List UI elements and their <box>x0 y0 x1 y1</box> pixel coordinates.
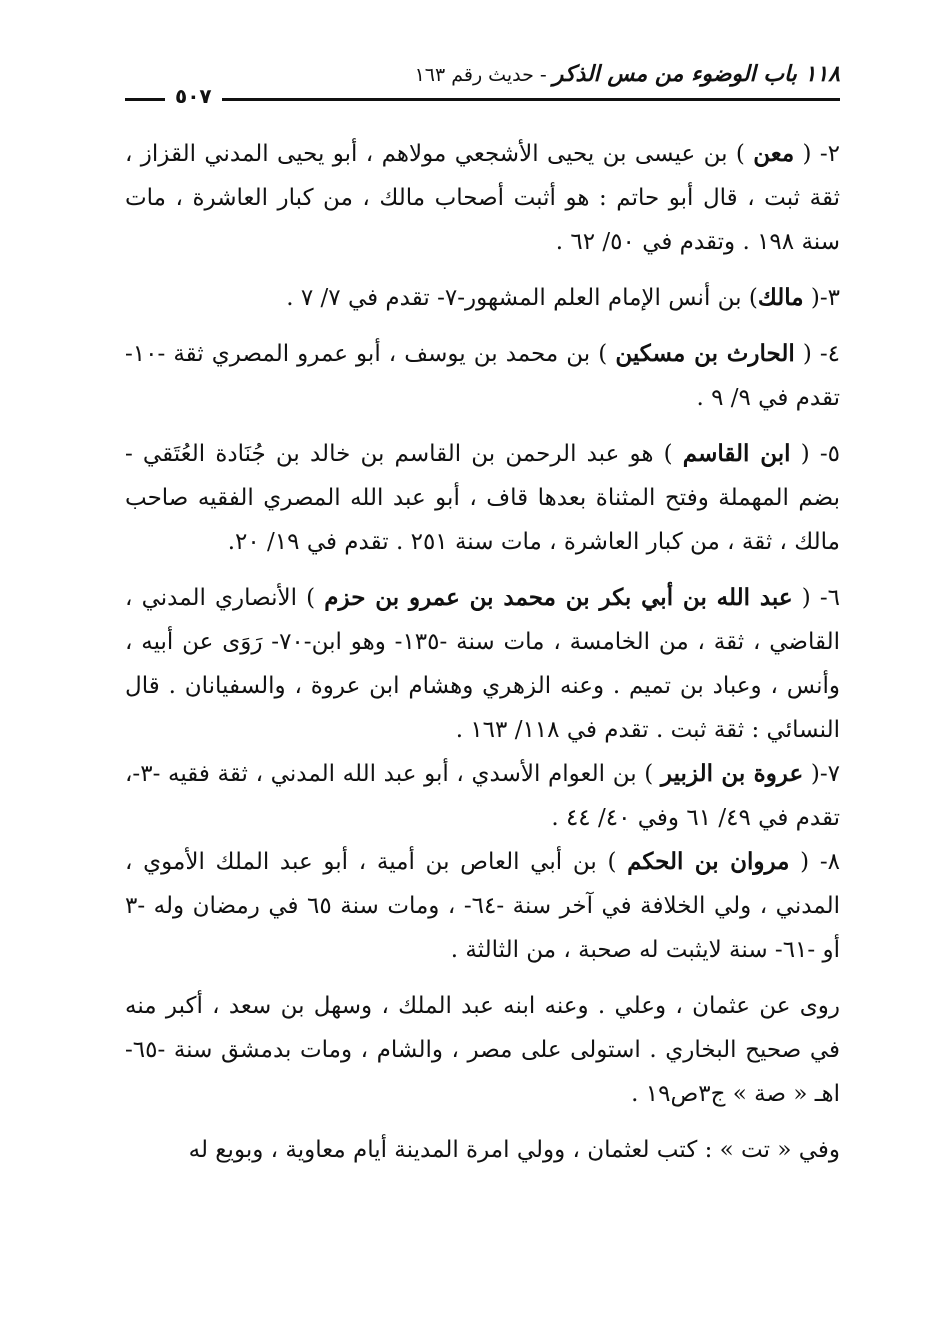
narrator-name: مالك <box>757 284 804 311</box>
narrator-entry-5: ٥- ( ابن القاسم ) هو عبد الرحمن بن القاسم بن خالد بن جُنَادة العُتَقي - بضم المهملة وفتح المثناة بعدها قاف ، أبو عبد الله المصري الفقيه صاحب مالك ، ثقة ، من كبار العاشرة ، مات سنة ٢٥١ . تقدم في ١٩/ ٢٠. <box>125 440 840 555</box>
narrator-entry-7: ٧-( عروة بن الزبير ) بن العوام الأسدي ، أبو عبد الله المدني ، ثقة فقيه -٣-، تقدم في ٤٩/ ٦١ وفي ٤٠/ ٤٤ . <box>125 760 841 831</box>
narrator-entry-3: ٣-( مالك) بن أنس الإمام العلم المشهور-٧- تقدم في ٧/ ٧ . <box>286 284 840 311</box>
narrator-name: معن <box>753 140 795 167</box>
narrator-name: ابن القاسم <box>682 440 791 467</box>
narrator-name: عروة بن الزبير <box>660 760 804 787</box>
narrator-entry-4: ٤- ( الحارث بن مسكين ) بن محمد بن يوسف ، أبو عمرو المصري ثقة -١٠- تقدم في ٩/ ٩ . <box>125 340 840 411</box>
body-paragraph: روى عن عثمان ، وعلي . وعنه ابنه عبد الملك ، وسهل بن سعد ، أكبر منه في صحيح البخاري . استولى على مصر ، والشام ، ومات بدمشق سنة -٦٥- اهـ « صة » ج٣ص١٩ . <box>125 993 840 1107</box>
narrator-name: عبد الله بن أبي بكر بن محمد بن عمرو بن حزم <box>324 584 793 611</box>
running-header <box>125 60 840 108</box>
page-number: ٥٠٧ <box>165 84 222 108</box>
narrator-name: الحارث بن مسكين <box>615 340 795 367</box>
chapter-title: ١١٨ باب الوضوء من مس الذكر <box>552 62 840 87</box>
narrator-name: مروان بن الحكم <box>627 848 790 875</box>
body-paragraph: وفي « تت » : كتب لعثمان ، وولي امرة المدينة أيام معاوية ، وبويع له <box>188 1137 840 1163</box>
page-body <box>125 132 840 1184</box>
header-title <box>415 62 840 87</box>
narrator-entry-2: ٢- ( معن ) بن عيسى بن يحيى الأشجعي مولاهم ، أبو يحيى المدني القزاز ، ثقة ثبت ، قال أبو حاتم : هو أثبت أصحاب مالك ، من كبار العاشرة ، مات سنة ١٩٨ . وتقدم في ٥٠/ ٦٢ . <box>125 140 840 255</box>
narrator-entry-8: ٨- ( مروان بن الحكم ) بن أبي العاص بن أمية ، أبو عبد الملك الأموي ، المدني ، ولي الخلافة في آخر سنة -٦٤- ، ومات سنة ٦٥ في رمضان وله -٣ أو -٦١- سنة لايثبت له صحبة ، من الثالثة . <box>125 848 841 963</box>
hadith-number: - حديث رقم ١٦٣ <box>414 64 553 86</box>
header-rule <box>125 98 840 101</box>
narrator-entry-6: ٦- ( عبد الله بن أبي بكر بن محمد بن عمرو بن حزم ) الأنصاري المدني ، القاضي ، ثقة ، من الخامسة ، مات سنة -١٣٥- وهو ابن-٧٠- رَوَى عن أبيه ، وأنس ، وعباد بن تميم . وعنه الزهري وهشام ابن عروة ، والسفيانان . قال النسائي : ثقة ثبت . تقدم في ١١٨/ ١٦٣ . <box>125 584 840 743</box>
